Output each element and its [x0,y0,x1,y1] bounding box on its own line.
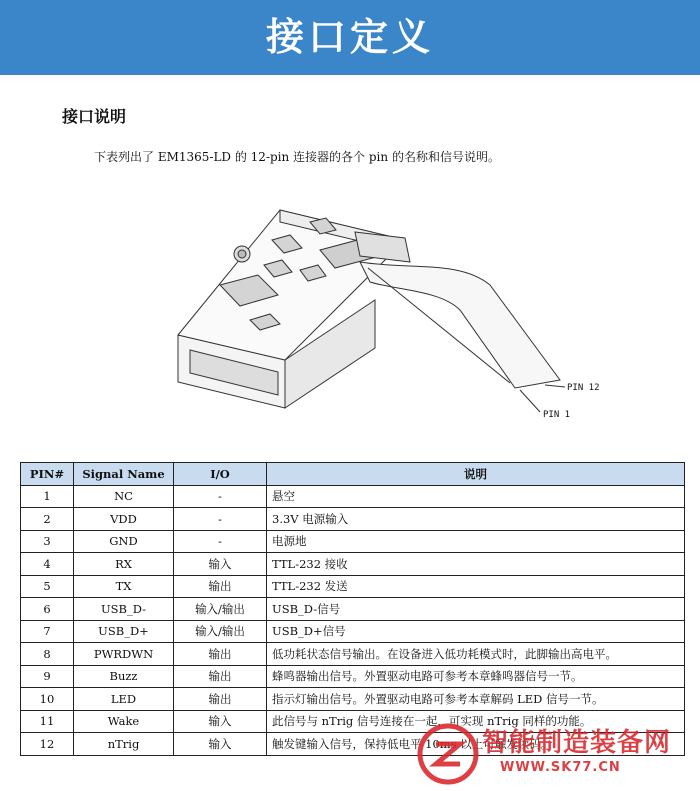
signal-cell: VDD [74,508,174,531]
pin1-label: PIN 1 [543,410,571,420]
pin-cell: 2 [21,508,74,531]
desc-cell: 蜂鸣器输出信号。外置驱动电路可参考本章蜂鸣器信号一节。 [267,665,685,688]
signal-cell: GND [74,530,174,553]
signal-cell: nTrig [74,733,174,756]
io-cell: 输入 [174,553,267,576]
desc-cell: USB_D-信号 [267,598,685,621]
table-row [21,508,685,531]
pin-cell: 5 [21,575,74,598]
table-row [21,485,685,508]
page-title: 接口定义 [265,15,434,59]
io-cell: 输出 [174,688,267,711]
signal-cell: USB_D+ [74,620,174,643]
title-banner [0,0,700,75]
header-io: I/O [174,463,267,486]
pin-cell: 3 [21,530,74,553]
section-title: 接口说明 [62,107,127,126]
signal-cell: Wake [74,710,174,733]
intro-text: 下表列出了 EM1365-LD 的 12-pin 连接器的各个 pin 的名称和信号说明。 [94,150,500,164]
pin-cell: 12 [21,733,74,756]
watermark [412,718,700,791]
io-cell: 输入 [174,733,267,756]
signal-cell: USB_D- [74,598,174,621]
desc-cell: 电源地 [267,530,685,553]
desc-cell: 此信号与 nTrig 信号连接在一起，可实现 nTrig 同样的功能。 [267,710,685,733]
desc-cell: TTL-232 发送 [267,575,685,598]
signal-cell: LED [74,688,174,711]
io-cell: - [174,485,267,508]
header-pin: PIN# [21,463,74,486]
table-row [21,643,685,666]
signal-cell: PWRDWN [74,643,174,666]
desc-cell: USB_D+信号 [267,620,685,643]
desc-cell: 3.3V 电源输入 [267,508,685,531]
table-header-row [21,463,685,486]
pin-cell: 11 [21,710,74,733]
io-cell: 输出 [174,665,267,688]
watermark-text: 智能制造装备网 [482,728,672,758]
pin12-label: PIN 12 [567,383,600,393]
pin-cell: 1 [21,485,74,508]
pin-cell: 8 [21,643,74,666]
signal-cell: TX [74,575,174,598]
watermark-logo-icon [416,722,480,786]
io-cell: 输入/输出 [174,620,267,643]
signal-cell: Buzz [74,665,174,688]
table-row [21,688,685,711]
io-cell: 输出 [174,643,267,666]
signal-cell: RX [74,553,174,576]
pin-cell: 9 [21,665,74,688]
module-illustration [160,190,610,430]
io-cell: - [174,508,267,531]
table-row [21,665,685,688]
table-row [21,620,685,643]
desc-cell: 触发键输入信号，保持低电平 10ms 以上可触发读码。 [267,733,685,756]
table-row [21,598,685,621]
pin-cell: 6 [21,598,74,621]
header-signal: Signal Name [74,463,174,486]
table-row [21,553,685,576]
desc-cell: TTL-232 接收 [267,553,685,576]
io-cell: 输入/输出 [174,598,267,621]
pin-cell: 10 [21,688,74,711]
pin-cell: 7 [21,620,74,643]
io-cell: 输出 [174,575,267,598]
watermark-url: WWW.SK77.CN [500,760,621,775]
io-cell: 输入 [174,710,267,733]
desc-cell: 悬空 [267,485,685,508]
pin-table [20,462,685,756]
desc-cell: 低功耗状态信号输出。在设备进入低功耗模式时，此脚输出高电平。 [267,643,685,666]
header-desc: 说明 [267,463,685,486]
table-row [21,575,685,598]
table-row [21,530,685,553]
signal-cell: NC [74,485,174,508]
io-cell: - [174,530,267,553]
pin-cell: 4 [21,553,74,576]
desc-cell: 指示灯输出信号。外置驱动电路可参考本章解码 LED 信号一节。 [267,688,685,711]
